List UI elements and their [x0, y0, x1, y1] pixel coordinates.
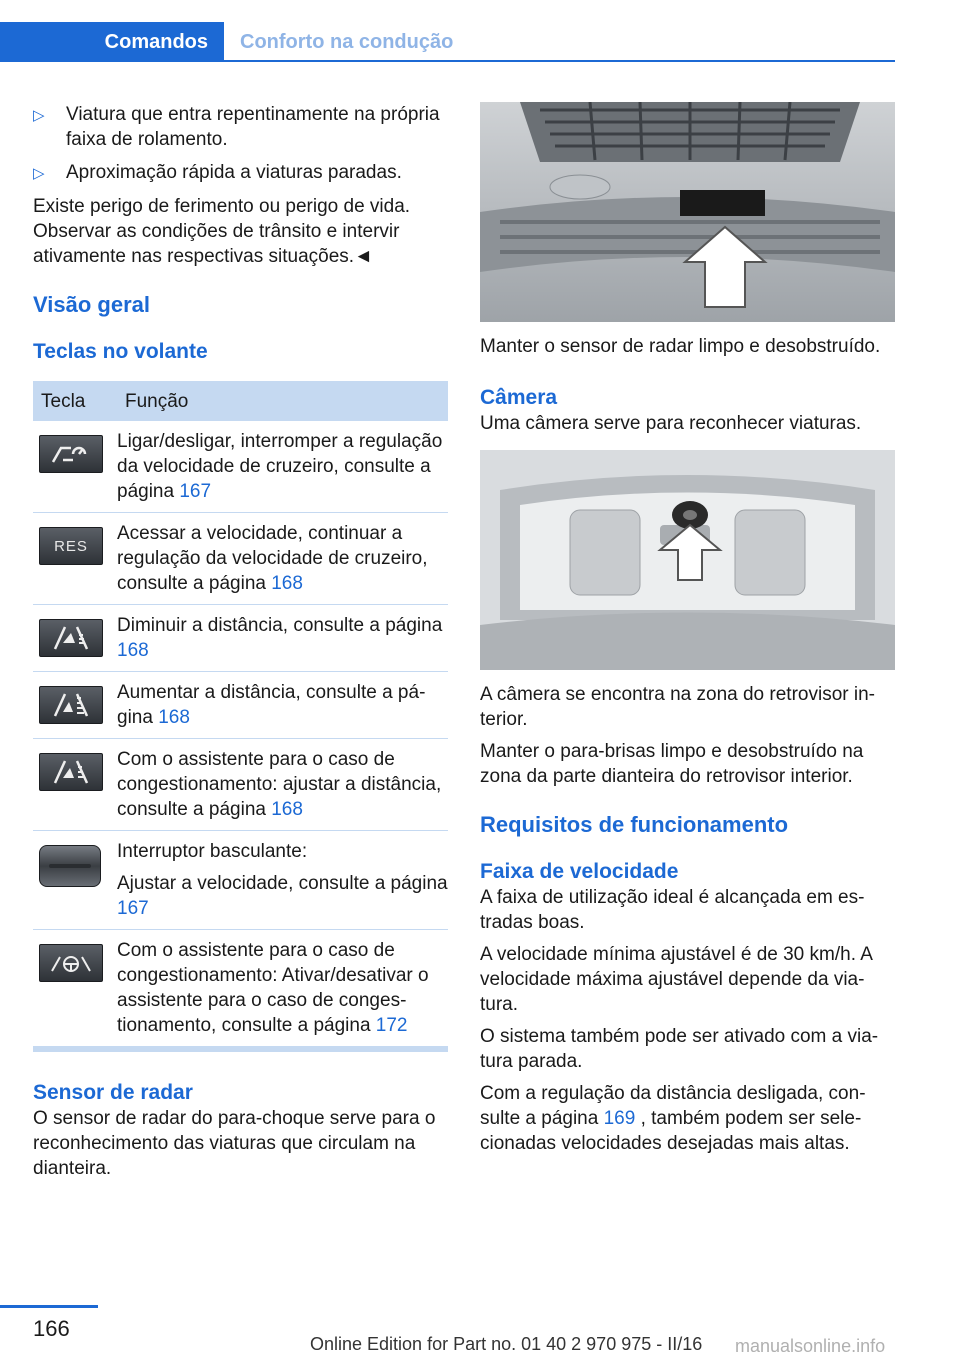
table-row — [33, 672, 448, 739]
table-row — [33, 605, 448, 672]
page-header — [0, 22, 895, 62]
camera-caption-location: A câmera se encontra na zona do retrovisor interior. — [480, 684, 875, 730]
page-link[interactable]: 168 — [271, 799, 303, 820]
radar-description: O sensor de radar do para-choque serve para o reconhecimento das viaturas que circulam na dianteira. — [33, 1108, 436, 1179]
speed-paragraph-4 — [480, 1081, 895, 1156]
distance-increase-icon — [39, 686, 103, 724]
table-row — [33, 930, 448, 1047]
left-column — [33, 102, 448, 1188]
list-item — [33, 102, 448, 152]
page-link[interactable]: 167 — [117, 898, 149, 919]
section-tab-conforto[interactable]: Conforto na condução — [240, 31, 454, 53]
right-column — [480, 102, 895, 1163]
heading-steering-keys: Teclas no volante — [33, 340, 208, 363]
radar-caption: Manter o sensor de radar limpo e desobstruído. — [480, 336, 881, 357]
heading-overview: Visão geral — [33, 292, 150, 317]
row-text: Aumentar a distância, consulte a página — [117, 682, 426, 728]
speed-paragraph-1: A faixa de utilização ideal é alcançada em estradas boas. — [480, 887, 865, 933]
watermark: manualsonline.info — [735, 1336, 886, 1356]
distance-decrease-icon — [39, 619, 103, 657]
rocker-switch-icon — [39, 845, 101, 887]
traffic-jam-assistant-icon — [39, 944, 103, 982]
page-link[interactable]: 172 — [375, 1015, 408, 1036]
column-header-key: Tecla — [33, 381, 117, 421]
triangle-bullet-icon: ▷ — [33, 165, 45, 182]
radar-sensor-image — [480, 102, 895, 322]
row-text: Acessar a velocidade, continuar a regulação da velocidade de cruzeiro, consulte a página — [117, 523, 428, 594]
heading-camera: Câmera — [480, 386, 558, 409]
heading-requirements: Requisitos de funcionamento — [480, 812, 789, 837]
page-link[interactable]: 168 — [158, 707, 190, 728]
triangle-bullet-icon: ▷ — [33, 107, 45, 124]
warning-text: Existe perigo de ferimento ou perigo de vida. Observar as condições de trânsito e intervir ativamente nas respectivas situações.◄ — [33, 196, 411, 267]
heading-speed-range: Faixa de velocidade — [480, 860, 679, 883]
page-link[interactable]: 168 — [271, 573, 303, 594]
table-row — [33, 831, 448, 930]
camera-caption-clean: Manter o para-brisas limpo e desobstruído na zona da parte dianteira do retrovisor interior. — [480, 741, 864, 787]
column-header-function: Função — [117, 381, 448, 421]
chapter-tab-comandos[interactable]: Comandos — [0, 22, 224, 62]
speed-paragraph-2: A velocidade mínima ajustável é de 30 km/h. A velocidade máxima ajustável depende da viatura. — [480, 944, 872, 1015]
row-text-secondary: Ajustar a velocidade, consulte a página — [117, 873, 448, 894]
list-item — [33, 160, 448, 186]
heading-radar-sensor: Sensor de radar — [33, 1081, 193, 1104]
footer-rule — [0, 1305, 98, 1308]
speed-paragraph-3: O sistema também pode ser ativado com a viatura parada. — [480, 1026, 879, 1072]
edition-text: Online Edition for Part no. 01 40 2 970 975 - II/16 — [310, 1334, 703, 1354]
camera-image — [480, 450, 895, 670]
table-row — [33, 421, 448, 513]
table-row — [33, 513, 448, 605]
table-bottom-rule — [33, 1047, 448, 1052]
row-text: Diminuir a distância, consulte a página — [117, 615, 443, 636]
res-icon: RES — [39, 527, 103, 565]
row-text: Interruptor basculante: — [117, 841, 308, 862]
speed-paragraph-4-b: , também podem ser selecionadas velocidades desejadas mais altas. — [480, 1108, 862, 1154]
row-text: Com o assistente para o caso de congestionamento: Ativar/desativar o assistente para o caso de congestionamento, consulte a página — [117, 940, 429, 1036]
row-text: Com o assistente para o caso de congestionamento: ajustar a distância, consulte a página — [117, 749, 442, 820]
speed-paragraph-4-a: Com a regulação da distância desligada, consulte a página — [480, 1083, 866, 1129]
page-link[interactable]: 168 — [117, 640, 149, 661]
page-link[interactable]: 169 — [603, 1108, 636, 1129]
bullet-text: Viatura que entra repentinamente na própria faixa de rolamento. — [66, 104, 440, 150]
camera-description: Uma câmera serve para reconhecer viaturas. — [480, 413, 862, 434]
row-text: Ligar/desligar, interromper a regulação da velocidade de cruzeiro, consulte a página — [117, 431, 443, 502]
distance-adjust-icon — [39, 753, 103, 791]
table-row — [33, 739, 448, 831]
page-number: 166 — [33, 1316, 70, 1341]
cruise-control-icon — [39, 435, 103, 473]
keys-table — [33, 381, 448, 1047]
bullet-text: Aproximação rápida a viaturas paradas. — [66, 162, 402, 183]
page-link[interactable]: 167 — [179, 481, 212, 502]
